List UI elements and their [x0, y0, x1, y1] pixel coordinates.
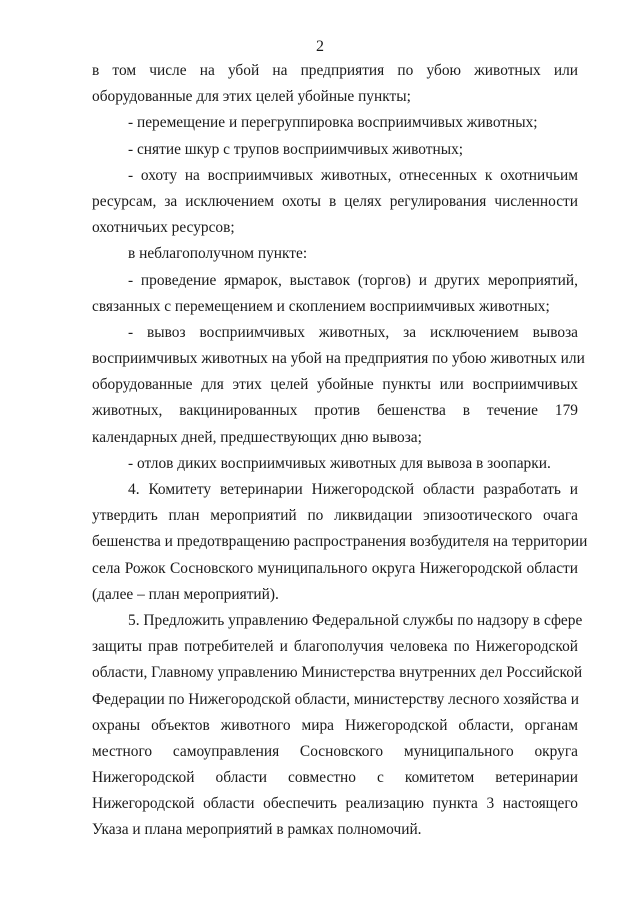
text-line: - вывоз восприимчивых животных, за исключением вывоза: [128, 323, 578, 341]
text-line: ресурсам, за исключением охоты в целях регулирования численности: [92, 192, 578, 210]
page-number: 2: [316, 38, 324, 55]
text-line: бешенства и предотвращению распространения возбудителя на территории: [92, 533, 588, 551]
text-line: в неблагополучном пункте:: [128, 245, 308, 263]
text-line: восприимчивых животных на убой на предприятия по убою животных или: [92, 350, 585, 368]
text-line: - проведение ярмарок, выставок (торгов) и других мероприятий,: [128, 271, 578, 289]
text-line: - охоту на восприимчивых животных, отнесенных к охотничьим: [128, 166, 578, 184]
text-line: животных, вакцинированных против бешенства в течение 179: [92, 402, 578, 420]
text-line: области, Главному управлению Министерства внутренних дел Российской: [92, 664, 583, 682]
text-line: местного самоуправления Сосновского муниципального округа: [92, 742, 578, 760]
text-line: - снятие шкур с трупов восприимчивых животных;: [128, 140, 464, 158]
text-line: охраны объектов животного мира Нижегородской области, органам: [92, 716, 578, 734]
text-line: Нижегородской области обеспечить реализацию пункта 3 настоящего: [92, 795, 578, 813]
text-line: (далее – план мероприятий).: [92, 585, 279, 603]
text-line: Указа и плана мероприятий в рамках полномочий.: [92, 821, 422, 839]
text-line: защиты прав потребителей и благополучия человека по Нижегородской: [92, 638, 578, 656]
text-line: оборудованные для этих целей убойные пункты;: [92, 88, 411, 106]
text-line: Федерации по Нижегородской области, министерству лесного хозяйства и: [92, 690, 580, 708]
text-line: 5. Предложить управлению Федеральной службы по надзору в сфере: [128, 611, 583, 629]
text-line: 4. Комитету ветеринарии Нижегородской области разработать и: [128, 481, 578, 498]
text-line: связанных с перемещением и скоплением восприимчивых животных;: [92, 297, 550, 315]
text-line: села Рожок Сосновского муниципального округа Нижегородской области: [92, 559, 578, 577]
text-line: календарных дней, предшествующих дню вывоза;: [92, 428, 422, 446]
text-line: - перемещение и перегруппировка восприимчивых животных;: [128, 114, 538, 132]
text-line: утвердить план мероприятий по ликвидации эпизоотического очага: [92, 507, 578, 525]
text-line: - отлов диких восприимчивых животных для вывоза в зоопарки.: [128, 454, 551, 472]
document-body: [92, 58, 588, 844]
text-line: в том числе на убой на предприятия по убою животных или: [92, 62, 578, 79]
text-line: оборудованные для этих целей убойные пункты или восприимчивых: [92, 376, 578, 394]
text-line: охотничьих ресурсов;: [92, 219, 235, 237]
text-line: Нижегородской области совместно с комитетом ветеринарии: [92, 769, 578, 787]
